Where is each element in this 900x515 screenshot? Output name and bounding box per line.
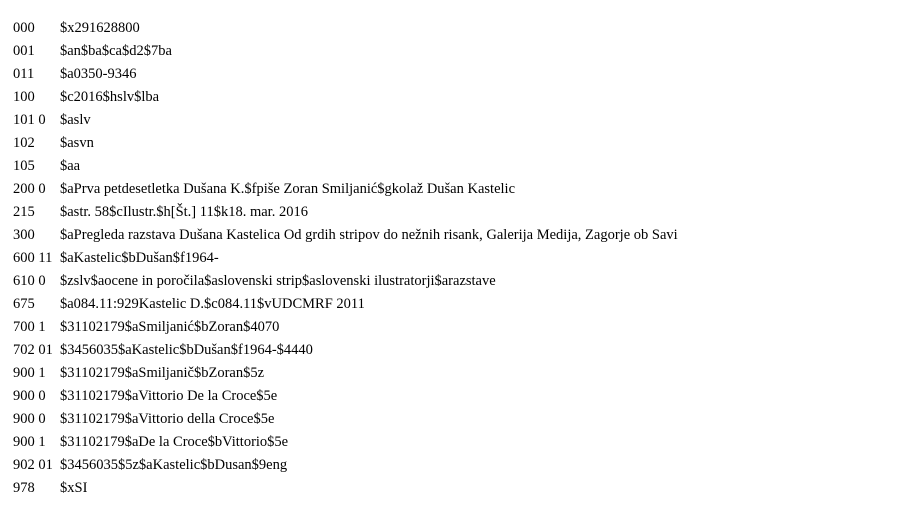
field-value: $aa xyxy=(60,158,81,174)
field-row xyxy=(13,40,893,63)
field-value: $3456035$aKastelic$bDušan$f1964-$4440 xyxy=(60,342,313,358)
field-tag: 610 0 xyxy=(13,273,46,289)
field-value: $a084.11:929Kastelic D.$c084.11$vUDCMRF 2011 xyxy=(60,296,365,312)
field-row xyxy=(13,454,893,477)
field-value: $c2016$hslv$lba xyxy=(60,89,160,105)
field-row xyxy=(13,224,893,247)
field-value: $x291628800 xyxy=(60,20,140,36)
field-value: $31102179$aVittorio della Croce$5e xyxy=(60,411,275,427)
field-row xyxy=(13,155,893,178)
field-tag: 000 xyxy=(13,20,35,36)
field-row xyxy=(13,109,893,132)
field-value: $asvn xyxy=(60,135,94,151)
field-tag: 600 11 xyxy=(13,250,53,266)
field-tag: 300 xyxy=(13,227,35,243)
field-row xyxy=(13,477,893,500)
field-value: $aPregleda razstava Dušana Kastelica Od grdih stripov do nežnih risank, Galerija Medija, Zagorje ob Savi xyxy=(60,227,678,243)
field-value: $31102179$aSmiljanič$bZoran$5z xyxy=(60,365,265,381)
marc-record xyxy=(13,17,893,500)
field-row xyxy=(13,247,893,270)
field-tag: 700 1 xyxy=(13,319,46,335)
field-tag: 902 01 xyxy=(13,457,53,473)
field-row xyxy=(13,316,893,339)
field-tag: 200 0 xyxy=(13,181,46,197)
field-row xyxy=(13,431,893,454)
field-tag: 001 xyxy=(13,43,35,59)
field-value: $aKastelic$bDušan$f1964- xyxy=(60,250,219,266)
field-tag: 101 0 xyxy=(13,112,46,128)
field-row xyxy=(13,408,893,431)
field-row xyxy=(13,385,893,408)
field-value: $31102179$aVittorio De la Croce$5e xyxy=(60,388,278,404)
field-row xyxy=(13,362,893,385)
field-tag: 100 xyxy=(13,89,35,105)
field-tag: 011 xyxy=(13,66,35,82)
field-tag: 900 0 xyxy=(13,411,46,427)
field-value: $3456035$5z$aKastelic$bDusan$9eng xyxy=(60,457,288,473)
field-tag: 215 xyxy=(13,204,35,220)
field-row xyxy=(13,270,893,293)
field-value: $xSI xyxy=(60,480,88,496)
field-row xyxy=(13,293,893,316)
field-tag: 102 xyxy=(13,135,35,151)
field-tag: 900 1 xyxy=(13,365,46,381)
field-tag: 900 1 xyxy=(13,434,46,450)
field-tag: 900 0 xyxy=(13,388,46,404)
field-value: $aslv xyxy=(60,112,91,128)
field-tag: 675 xyxy=(13,296,35,312)
field-row xyxy=(13,178,893,201)
field-tag: 978 xyxy=(13,480,35,496)
field-tag: 105 xyxy=(13,158,35,174)
field-value: $31102179$aSmiljanić$bZoran$4070 xyxy=(60,319,280,335)
field-value: $zslv$aocene in poročila$aslovenski strip$aslovenski ilustratorji$arazstave xyxy=(60,273,496,289)
field-value: $a0350-9346 xyxy=(60,66,137,82)
field-row xyxy=(13,201,893,224)
field-value: $astr. 58$cIlustr.$h[Št.] 11$k18. mar. 2016 xyxy=(60,204,308,220)
field-row xyxy=(13,132,893,155)
field-value: $aPrva petdesetletka Dušana K.$fpiše Zoran Smiljanić$gkolaž Dušan Kastelic xyxy=(60,181,516,197)
field-row xyxy=(13,17,893,40)
field-tag: 702 01 xyxy=(13,342,53,358)
field-row xyxy=(13,63,893,86)
field-row xyxy=(13,86,893,109)
field-value: $an$ba$ca$d2$7ba xyxy=(60,43,172,59)
field-row xyxy=(13,339,893,362)
field-value: $31102179$aDe la Croce$bVittorio$5e xyxy=(60,434,289,450)
